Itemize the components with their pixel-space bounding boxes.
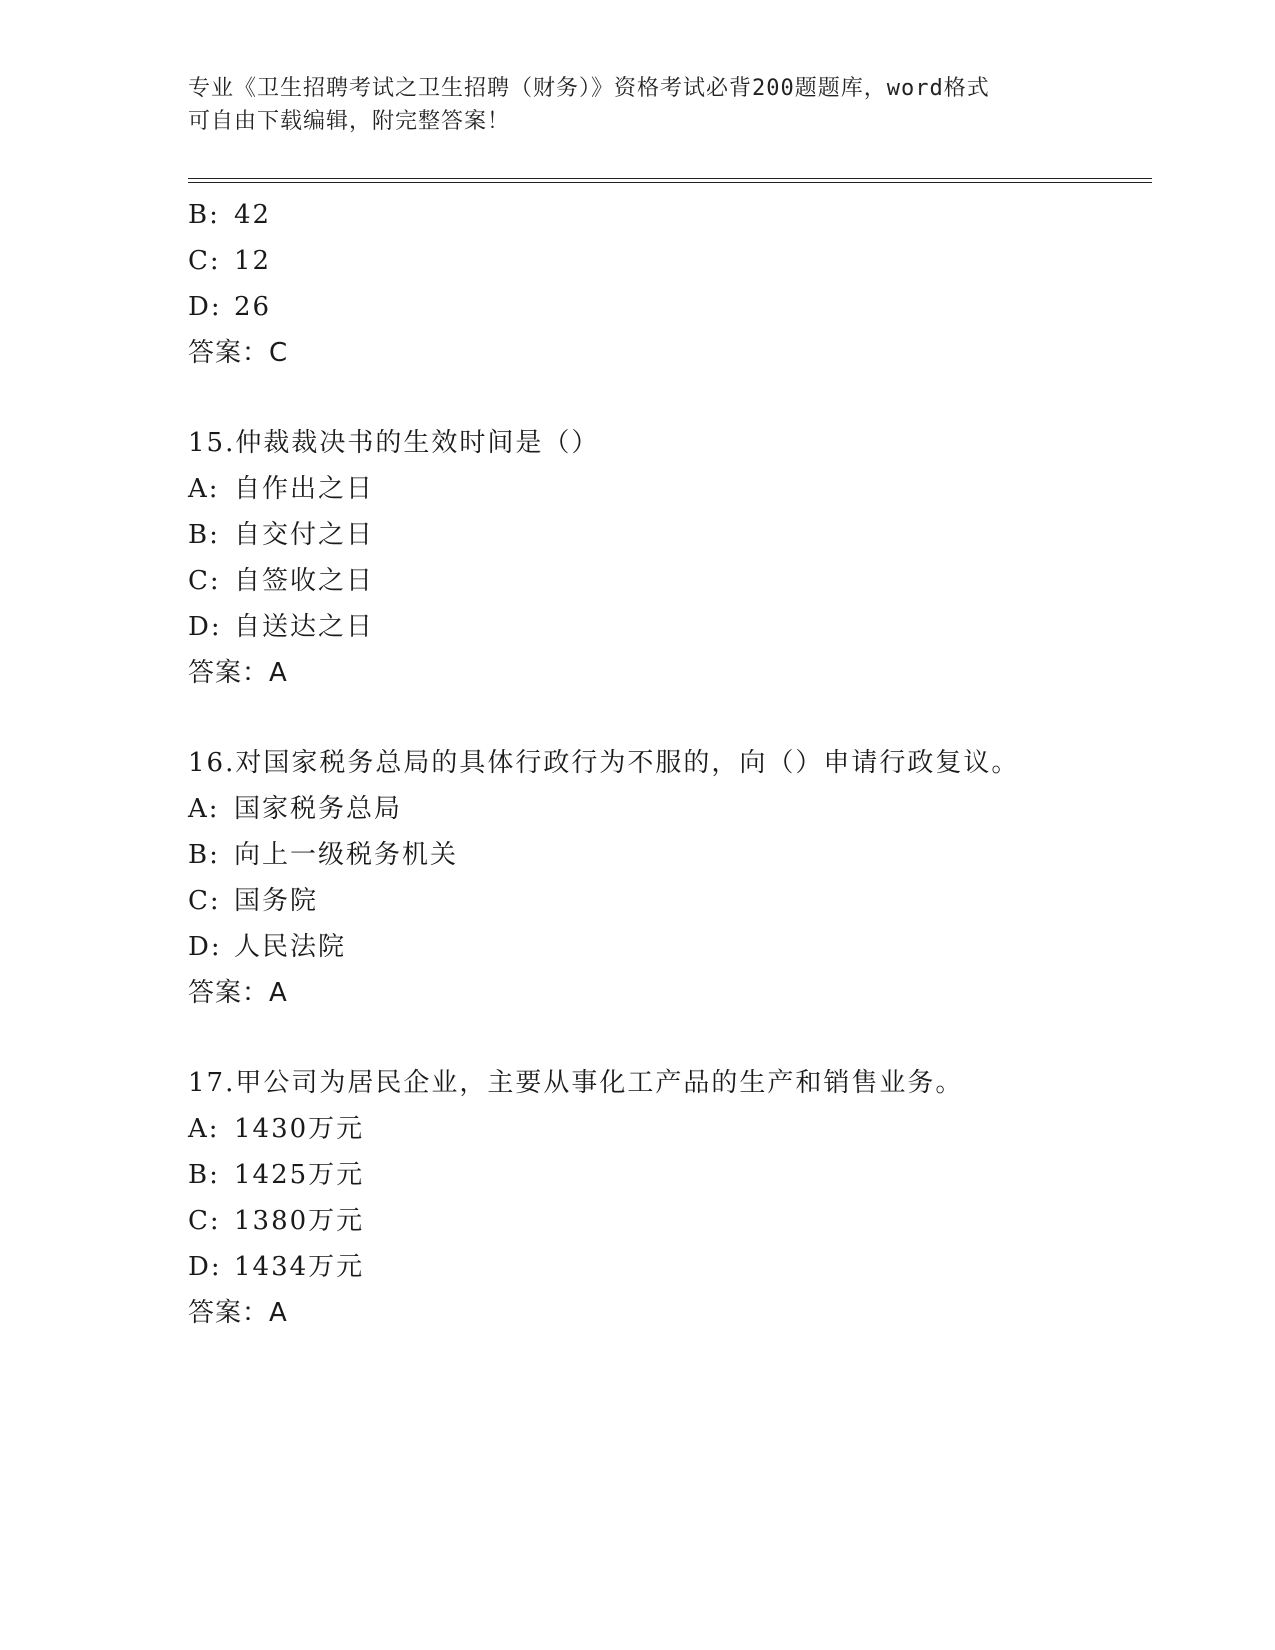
option-row xyxy=(188,604,1152,650)
option-text: 人民法院 xyxy=(234,932,347,962)
option-label: A: xyxy=(188,474,220,504)
option-label: C: xyxy=(188,886,221,916)
document-header xyxy=(188,72,1088,138)
option-text: 26 xyxy=(234,292,272,322)
option-row xyxy=(188,786,1152,832)
option-label: D: xyxy=(188,612,222,642)
question-stem: 17.甲公司为居民企业，主要从事化工产品的生产和销售业务。 xyxy=(188,1068,964,1098)
option-text: 12 xyxy=(234,246,272,276)
answer-line: 答案：A xyxy=(188,978,288,1008)
option-row xyxy=(188,512,1152,558)
option-row xyxy=(188,284,1152,330)
option-label: D: xyxy=(188,1252,222,1282)
option-text: 1434万元 xyxy=(234,1252,365,1282)
option-label: B: xyxy=(188,200,220,230)
option-label: D: xyxy=(188,932,222,962)
option-text: 自签收之日 xyxy=(234,566,375,596)
option-row xyxy=(188,878,1152,924)
question-list xyxy=(188,192,1152,1336)
option-text: 国务院 xyxy=(234,886,319,916)
option-text: 1380万元 xyxy=(234,1206,365,1236)
option-row xyxy=(188,1106,1152,1152)
option-text: 自交付之日 xyxy=(234,520,375,550)
question-16 xyxy=(188,740,1152,1016)
answer-line: 答案：C xyxy=(188,338,289,368)
question-17 xyxy=(188,1060,1152,1336)
option-label: A: xyxy=(188,794,220,824)
option-label: B: xyxy=(188,520,220,550)
option-row xyxy=(188,466,1152,512)
option-row xyxy=(188,1198,1152,1244)
option-row xyxy=(188,924,1152,970)
option-label: B: xyxy=(188,840,220,870)
option-text: 向上一级税务机关 xyxy=(234,840,459,870)
option-row xyxy=(188,1244,1152,1290)
option-row xyxy=(188,238,1152,284)
option-row xyxy=(188,1152,1152,1198)
question-stem: 16.对国家税务总局的具体行政行为不服的，向（）申请行政复议。 xyxy=(188,748,1020,778)
header-title-line-1: 专业《卫生招聘考试之卫生招聘（财务）》资格考试必背200题题库，word格式 xyxy=(188,76,990,101)
question-15 xyxy=(188,420,1152,696)
option-label: B: xyxy=(188,1160,220,1190)
option-text: 自作出之日 xyxy=(234,474,375,504)
question-14-continuation xyxy=(188,192,1152,376)
option-text: 1430万元 xyxy=(234,1114,365,1144)
option-text: 1425万元 xyxy=(234,1160,365,1190)
option-label: C: xyxy=(188,246,221,276)
option-text: 42 xyxy=(234,200,272,230)
option-label: D: xyxy=(188,292,222,322)
header-title-line-2: 可自由下载编辑，附完整答案！ xyxy=(188,109,511,134)
option-label: C: xyxy=(188,1206,221,1236)
header-divider-bottom xyxy=(188,182,1152,183)
option-row xyxy=(188,192,1152,238)
option-text: 国家税务总局 xyxy=(234,794,403,824)
answer-line: 答案：A xyxy=(188,1298,288,1328)
answer-line: 答案：A xyxy=(188,658,288,688)
option-label: C: xyxy=(188,566,221,596)
option-row xyxy=(188,832,1152,878)
option-text: 自送达之日 xyxy=(234,612,375,642)
header-divider-top xyxy=(188,178,1152,179)
question-stem: 15.仲裁裁决书的生效时间是（） xyxy=(188,428,600,458)
option-label: A: xyxy=(188,1114,220,1144)
option-row xyxy=(188,558,1152,604)
